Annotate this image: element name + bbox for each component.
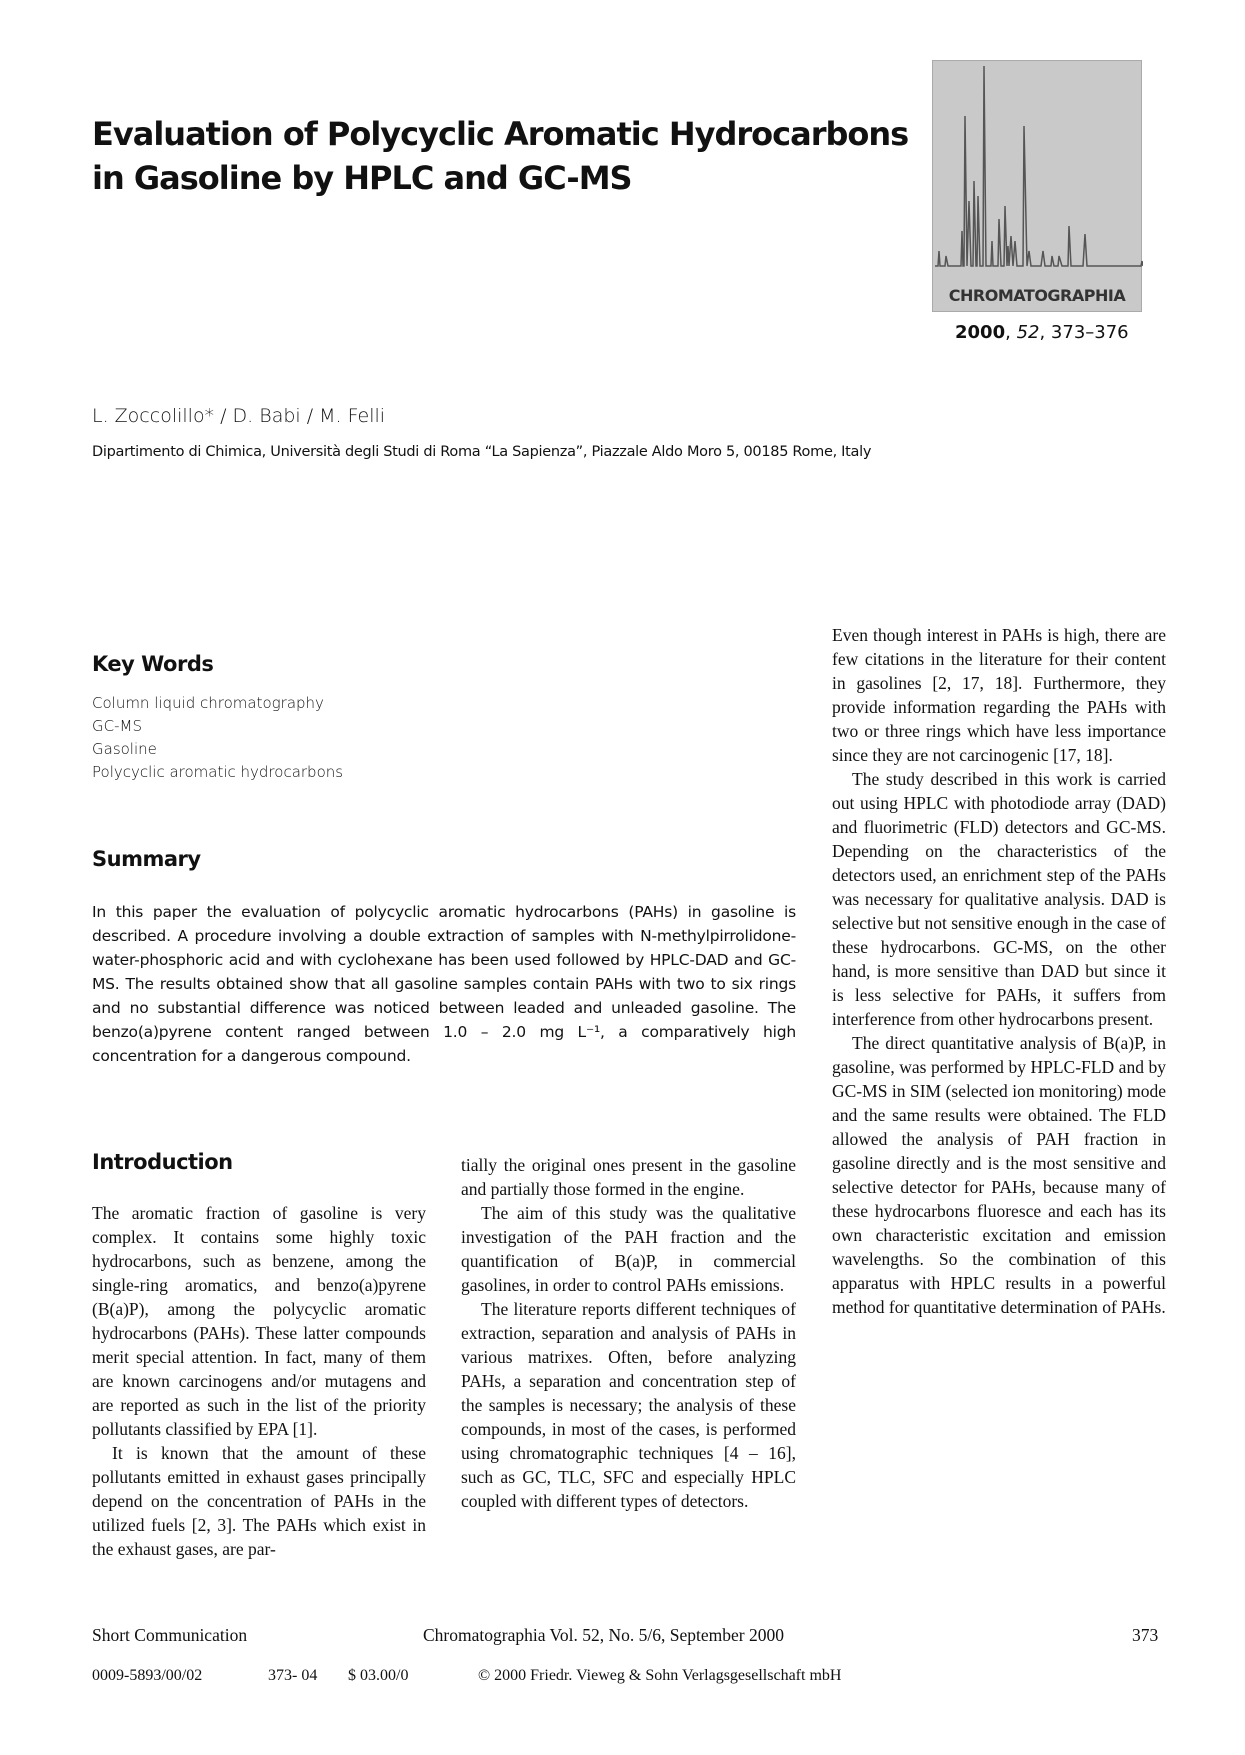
citation-pages: 373–376 — [1050, 322, 1129, 343]
chromatogram-logo-graphic — [933, 61, 1143, 281]
page-number: 373 — [1132, 1625, 1159, 1645]
keywords-heading: Key Words — [92, 652, 214, 676]
intro-column-2 — [461, 1153, 796, 1513]
citation: 2000, 52, 373–376 — [955, 322, 1129, 343]
copyright: © 2000 Friedr. Vieweg & Sohn Verlagsgesellschaft mbH — [478, 1667, 842, 1684]
keyword: Gasoline — [92, 740, 157, 758]
paragraph: The direct quantitative analysis of B(a)P, in gasoline, was performed by HPLC-FLD and by GC-MS in SIM (selected ion monitoring) mode and the same results were obtained. The FLD allowed the analysis of PAH fraction in gasoline directly and is the most sensitive and selective detector for PAHs, because many of these hydrocarbons fluoresce and each has its own characteristic excitation and emission wavelengths. So the combination of this apparatus with HPLC results in a powerful method for quantitative determination of PAHs. — [832, 1033, 1166, 1317]
paragraph: The aim of this study was the qualitative investigation of the PAH fraction and the quantification of B(a)P, in commercial gasolines, in order to control PAHs emissions. — [461, 1203, 796, 1295]
intro-column-1 — [92, 1201, 426, 1561]
summary-heading: Summary — [92, 847, 201, 871]
journal-issue: Chromatographia Vol. 52, No. 5/6, September 2000 — [423, 1625, 784, 1645]
keywords-list — [92, 692, 343, 784]
paragraph: Even though interest in PAHs is high, there are few citations in the literature for their content in gasolines [2, 17, 18]. Furthermore, they provide information regarding the PAHs with two or three rings which have less importance since they are not carcinogenic [17, 18]. — [832, 625, 1166, 765]
price: $ 03.00/0 — [348, 1667, 409, 1684]
paragraph: The aromatic fraction of gasoline is very complex. It contains some highly toxic hydrocarbons, such as benzene, among the single-ring aromatics, and benzo(a)pyrene (B(a)P), among the polycyclic aromatic hydrocarbons (PAHs). These latter compounds merit special attention. In fact, many of them are known carcinogens and/or mutagens and are reported as such in the list of the priority pollutants classified by EPA [1]. — [92, 1203, 426, 1439]
citation-year: 2000 — [955, 322, 1006, 343]
journal-logo — [932, 60, 1142, 312]
keyword: Polycyclic aromatic hydrocarbons — [92, 763, 344, 781]
paragraph: tially the original ones present in the gasoline and partially those formed in the engine. — [461, 1155, 796, 1199]
paragraph: The literature reports different techniques of extraction, separation and analysis of PAHs in various matrixes. Often, before analyzing PAHs, a separation and concentration step of the samples is necessary; the analysis of these compounds, in most of the cases, is performed using chromatographic techniques [4 – 16], such as GC, TLC, SFC and especially HPLC coupled with different types of detectors. — [461, 1299, 796, 1511]
article-type: Short Communication — [92, 1625, 248, 1645]
keyword: Column liquid chromatography — [92, 694, 324, 712]
citation-volume: 52 — [1016, 322, 1040, 343]
authors: L. Zoccolillo* / D. Babi / M. Felli — [92, 405, 386, 427]
pages-code: 373- 04 — [268, 1667, 318, 1684]
keyword: GC-MS — [92, 717, 142, 735]
paper-title: Evaluation of Polycyclic Aromatic Hydrocarbons in Gasoline by HPLC and GC-MS — [92, 115, 909, 197]
summary-text: In this paper the evaluation of polycyclic aromatic hydrocarbons (PAHs) in gasoline is described. A procedure involving a double extraction of samples with N-methylpirrolidone-water-phosphoric acid and with cyclohexane has been used followed by HPLC-DAD and GC-MS. The results obtained show that all gasoline samples contain PAHs with two to six rings and no substantial difference was noticed between leaded and unleaded gasoline. The benzo(a)pyrene content ranged between 1.0 – 2.0 mg L⁻¹, a comparatively high concentration for a dangerous compound. — [92, 903, 796, 1065]
paragraph: It is known that the amount of these pollutants emitted in exhaust gases principally depend on the concentration of PAHs in the utilized fuels [2, 3]. The PAHs which exist in the exhaust gases, are par- — [92, 1443, 426, 1559]
introduction-heading: Introduction — [92, 1150, 233, 1174]
journal-logo-text: CHROMATOGRAPHIA — [948, 286, 1126, 305]
intro-column-3 — [832, 623, 1166, 1319]
issn: 0009-5893/00/02 — [92, 1667, 203, 1684]
affiliation: Dipartimento di Chimica, Università degli Studi di Roma “La Sapienza”, Piazzale Aldo Moro 5, 00185 Rome, Italy — [92, 444, 872, 460]
paragraph: The study described in this work is carried out using HPLC with photodiode array (DAD) and fluorimetric (FLD) detectors and GC-MS. Depending on the characteristics of the detectors used, an enrichment step of the PAHs was necessary for qualitative analysis. DAD is selective but not sensitive enough in the case of these hydrocarbons. GC-MS, on the other hand, is more sensitive than DAD but since it is less selective for PAHs, it suffers from interference from other hydrocarbons present. — [832, 769, 1166, 1029]
